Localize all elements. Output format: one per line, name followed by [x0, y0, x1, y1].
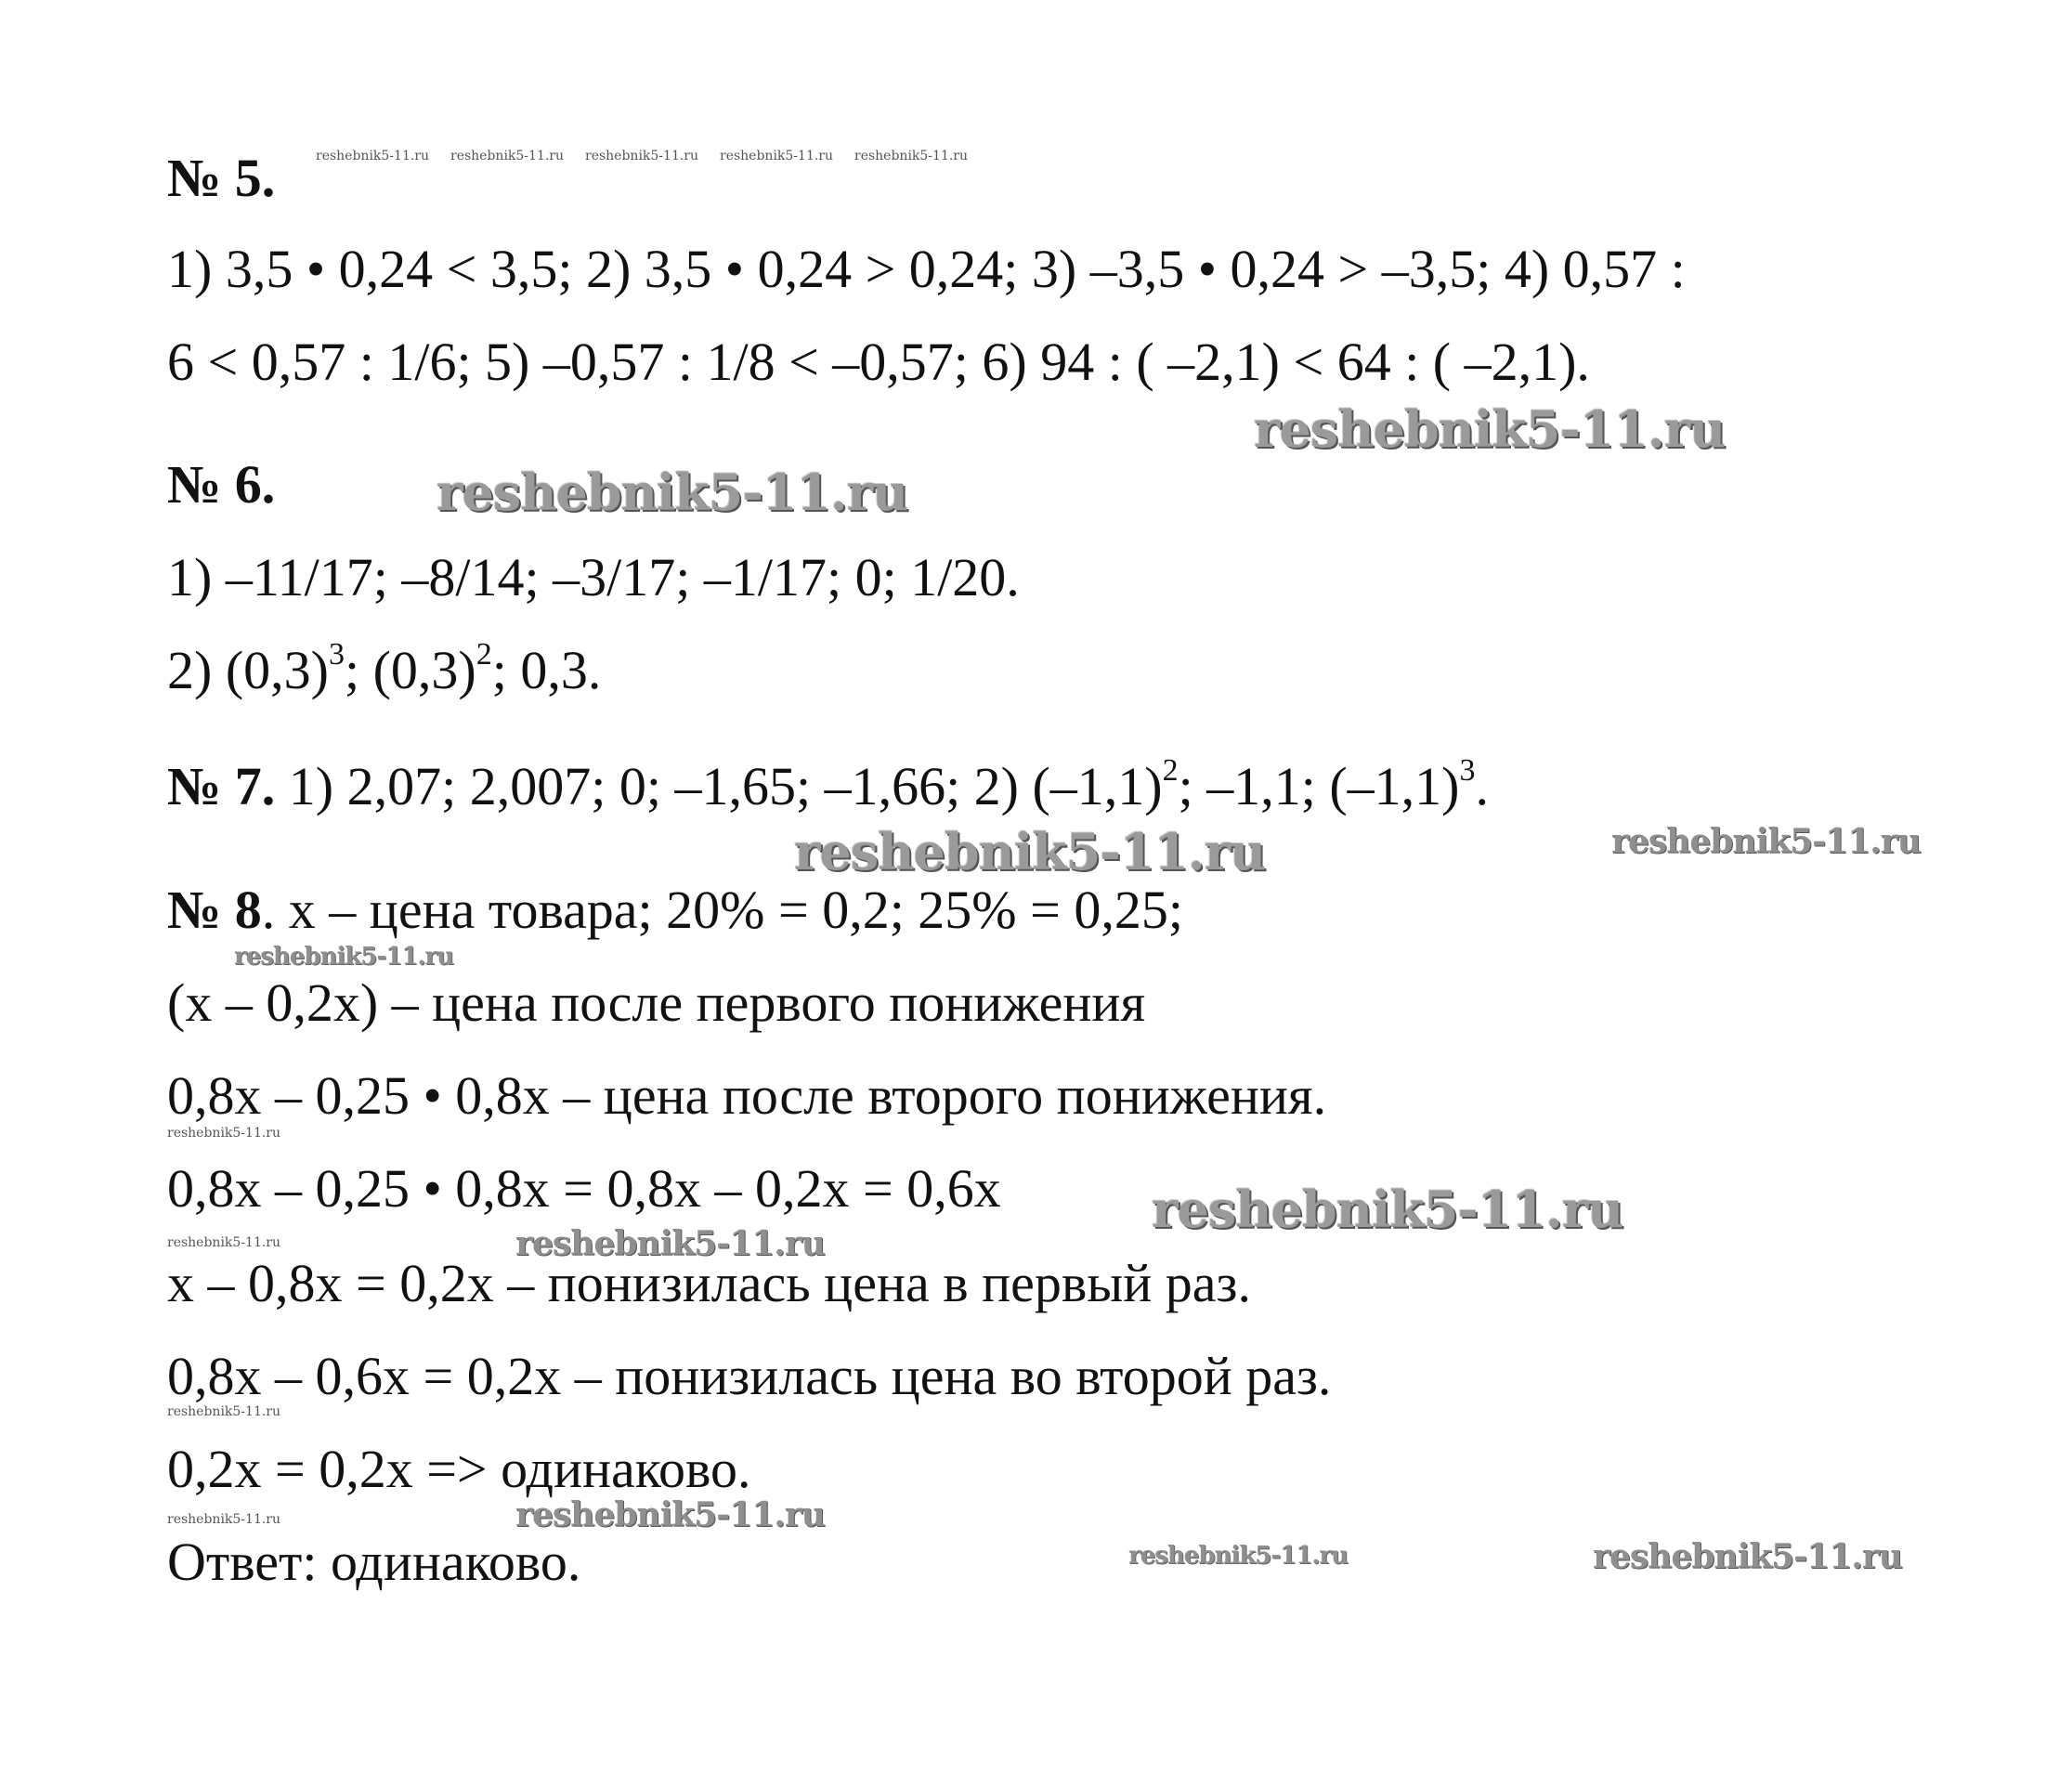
task-6-line-2-part-2: ; (0,3) — [344, 640, 476, 700]
task-6-line-2-part-1: 2) (0,3) — [167, 640, 329, 700]
task-5-title: № 5. — [167, 148, 276, 208]
watermark-medium-3: reshebnik5-11.ru — [515, 1495, 825, 1534]
watermark-tiny-9: reshebnik5-11.ru — [167, 1512, 281, 1527]
watermark-tiny-5: reshebnik5-11.ru — [854, 149, 969, 163]
task-8-line-4: x – 0,8x = 0,2x – понизилась цена в первый раз. — [167, 1253, 1251, 1313]
task-8-intro-line — [167, 880, 1183, 940]
task-8-line-2: 0,8x – 0,25 • 0,8x – цена после второго понижения. — [167, 1065, 1327, 1126]
task-7-exponent-2: 3 — [1459, 753, 1476, 788]
watermark-tiny-2: reshebnik5-11.ru — [450, 149, 565, 163]
watermark-tiny-7: reshebnik5-11.ru — [167, 1235, 281, 1250]
task-6-line-1: 1) –11/17; –8/14; –3/17; –1/17; 0; 1/20. — [167, 547, 1020, 607]
task-7-exponent-1: 2 — [1162, 753, 1179, 788]
watermark-small-1: reshebnik5-11.ru — [234, 943, 454, 971]
task-6-line-2 — [167, 637, 602, 700]
task-7-part-1: 1) 2,07; 2,007; 0; –1,65; –1,66; 2) (–1,1) — [275, 756, 1163, 816]
task-7-title: № 7. — [167, 756, 276, 816]
watermark-tiny-1: reshebnik5-11.ru — [316, 149, 430, 163]
task-8-line-6: 0,2x = 0,2x => одинаково. — [167, 1439, 751, 1499]
task-6-line-2-part-3: ; 0,3. — [491, 640, 602, 700]
watermark-large-1: reshebnik5-11.ru — [1254, 399, 1726, 459]
task-8-line-1: (x – 0,2x) – цена после первого понижения — [167, 972, 1146, 1033]
watermark-tiny-8: reshebnik5-11.ru — [167, 1404, 281, 1419]
watermark-tiny-3: reshebnik5-11.ru — [585, 149, 699, 163]
task-6-title: № 6. — [167, 454, 276, 515]
watermark-tiny-4: reshebnik5-11.ru — [720, 149, 834, 163]
task-7-part-3: . — [1475, 756, 1489, 816]
watermark-large-2: reshebnik5-11.ru — [437, 463, 908, 522]
task-8-line-3: 0,8x – 0,25 • 0,8x = 0,8x – 0,2x = 0,6x — [167, 1158, 1001, 1219]
task-8-intro: . x – цена товара; 20% = 0,2; 25% = 0,25; — [261, 880, 1183, 940]
task-6-exponent-2: 2 — [476, 637, 492, 672]
task-8-title: № 8 — [167, 880, 262, 940]
task-5-line-2: 6 < 0,57 : 1/6; 5) –0,57 : 1/8 < –0,57; 6) 94 : ( –2,1) < 64 : ( –2,1). — [167, 332, 1590, 392]
watermark-large-4: reshebnik5-11.ru — [1152, 1180, 1623, 1239]
watermark-large-3: reshebnik5-11.ru — [794, 822, 1266, 881]
task-5-line-1: 1) 3,5 • 0,24 < 3,5; 2) 3,5 • 0,24 > 0,24; 3) –3,5 • 0,24 > –3,5; 4) 0,57 : — [167, 239, 1686, 299]
watermark-small-2: reshebnik5-11.ru — [1128, 1542, 1349, 1570]
watermark-medium-2: reshebnik5-11.ru — [515, 1224, 825, 1263]
watermark-medium-4: reshebnik5-11.ru — [1593, 1537, 1902, 1576]
task-8-answer: Ответ: одинаково. — [167, 1532, 581, 1592]
task-7-line — [167, 753, 1489, 816]
watermark-medium-1: reshebnik5-11.ru — [1611, 822, 1921, 861]
task-6-exponent-1: 3 — [328, 637, 345, 672]
task-7-part-2: ; –1,1; (–1,1) — [1178, 756, 1460, 816]
task-8-line-5: 0,8x – 0,6x = 0,2x – понизилась цена во второй раз. — [167, 1346, 1332, 1406]
watermark-tiny-6: reshebnik5-11.ru — [167, 1126, 281, 1141]
